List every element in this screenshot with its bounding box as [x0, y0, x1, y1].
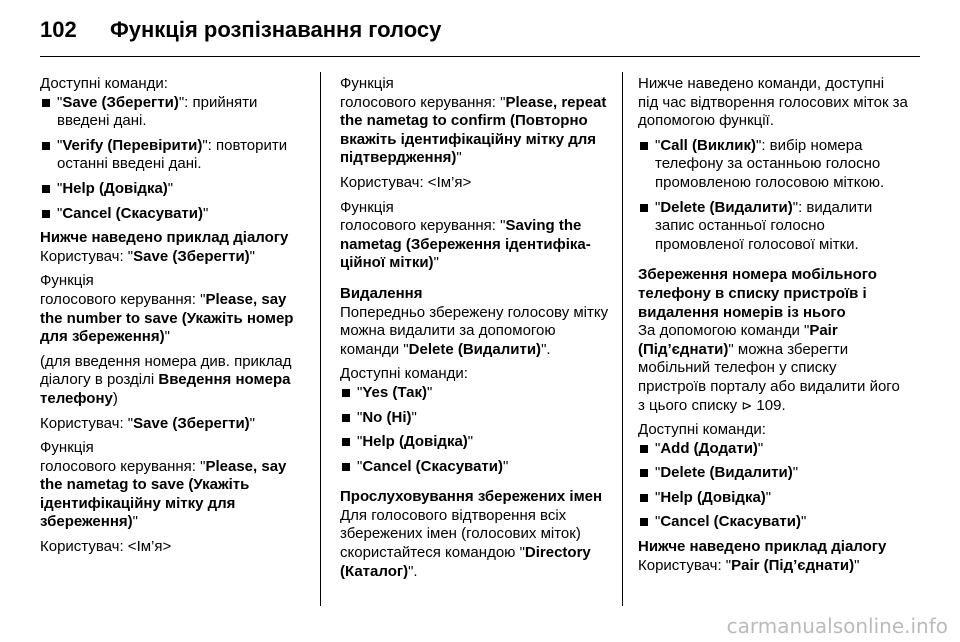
- column-1: [40, 75, 310, 563]
- delete-heading: Видалення: [340, 284, 423, 302]
- page-ref-arrow-icon: ⊳: [741, 397, 753, 413]
- list-item: "No (Ні)": [340, 409, 610, 428]
- list-item: "Cancel (Скасувати)": [638, 513, 908, 532]
- example-heading: Нижче наведено приклад діалогу: [40, 229, 289, 247]
- list-item: "Yes (Так)": [340, 384, 610, 403]
- dialog-system-line: Функція голосового керування: "Saving the nametag (Збереження ідентифіка-ційної мітки)": [340, 198, 591, 272]
- list-item: "Verify (Перевірити)": повторити останні введені дані.: [40, 137, 310, 174]
- list-item: "Cancel (Скасувати)": [40, 205, 310, 224]
- available-commands-label: Доступні команди:: [340, 365, 468, 383]
- delete-text: Попередньо збережену голосову мітку можна видалити за допомогою команди "Delete (Видалити)".: [340, 303, 609, 358]
- column-3: [638, 75, 908, 581]
- dialog-note: (для введення номера див. приклад діалогу в розділі Введення номера телефону): [40, 352, 292, 407]
- dialog-system-line: Функція голосового керування: "Please, say the nametag to save (Укажіть ідентифікаційну мітку для збереження)": [40, 439, 287, 531]
- list-item: "Call (Виклик)": вибір номера телефону за останньою голосно промовленою голосовою міткою.: [638, 137, 908, 193]
- list-item: "Help (Довідка)": [40, 180, 310, 199]
- mobile-text: За допомогою команди "Pair (Під’єднати)" можна зберегти мобільний телефон у списку пристроїв порталу або видалити його з цього списку ⊳ 109.: [638, 322, 900, 414]
- mobile-heading: Збереження номера мобільного телефону в списку пристроїв і видалення номерів із нього: [638, 266, 877, 321]
- header-divider: [40, 56, 920, 57]
- page-number: 102: [40, 17, 77, 42]
- dialog-user-line: Користувач: "Pair (Під’єднати)": [638, 556, 860, 574]
- dialog-user-line: Користувач: <Ім’я>: [40, 538, 172, 556]
- available-commands-label: Доступні команди:: [638, 421, 766, 439]
- example-heading: Нижче наведено приклад діалогу: [638, 538, 887, 556]
- list-item: "Add (Додати)": [638, 440, 908, 459]
- list-item: "Delete (Видалити)": [638, 464, 908, 483]
- watermark: carmanualsonline.info: [726, 614, 948, 638]
- column-2: [340, 75, 610, 587]
- column-divider-2: [622, 72, 623, 606]
- column-divider-1: [320, 72, 321, 606]
- page-title: Функція розпізнавання голосу: [110, 17, 442, 42]
- dialog-user-line: Користувач: <Ім’я>: [340, 173, 472, 191]
- list-item: "Cancel (Скасувати)": [340, 458, 610, 477]
- list-item: "Delete (Видалити)": видалити запис останньої голосно промовленої голосової мітки.: [638, 199, 908, 255]
- dialog-user-line: Користувач: "Save (Зберегти)": [40, 247, 255, 265]
- dialog-system-line: Функція голосового керування: "Please, say the number to save (Укажіть номер для збереження)": [40, 272, 294, 346]
- page-header: [40, 17, 920, 57]
- dialog-user-line: Користувач: "Save (Зберегти)": [40, 414, 255, 432]
- list-item: "Save (Зберегти)": прийняти введені дані.: [40, 94, 310, 131]
- listen-text: Для голосового відтворення всіх збережених імен (голосових міток) скористайтеся командою "Directory (Каталог)".: [340, 506, 591, 580]
- listen-heading: Прослуховування збережених імен: [340, 488, 603, 506]
- playback-intro: Нижче наведено команди, доступні під час відтворення голосових міток за допомогою функції.: [638, 75, 908, 130]
- dialog-system-line: Функція голосового керування: "Please, repeat the nametag to confirm (Повторно вкажіть ідентифікаційну мітку для підтвердження)": [340, 75, 607, 167]
- available-commands-label: Доступні команди:: [40, 75, 168, 92]
- list-item: "Help (Довідка)": [638, 489, 908, 508]
- list-item: "Help (Довідка)": [340, 433, 610, 452]
